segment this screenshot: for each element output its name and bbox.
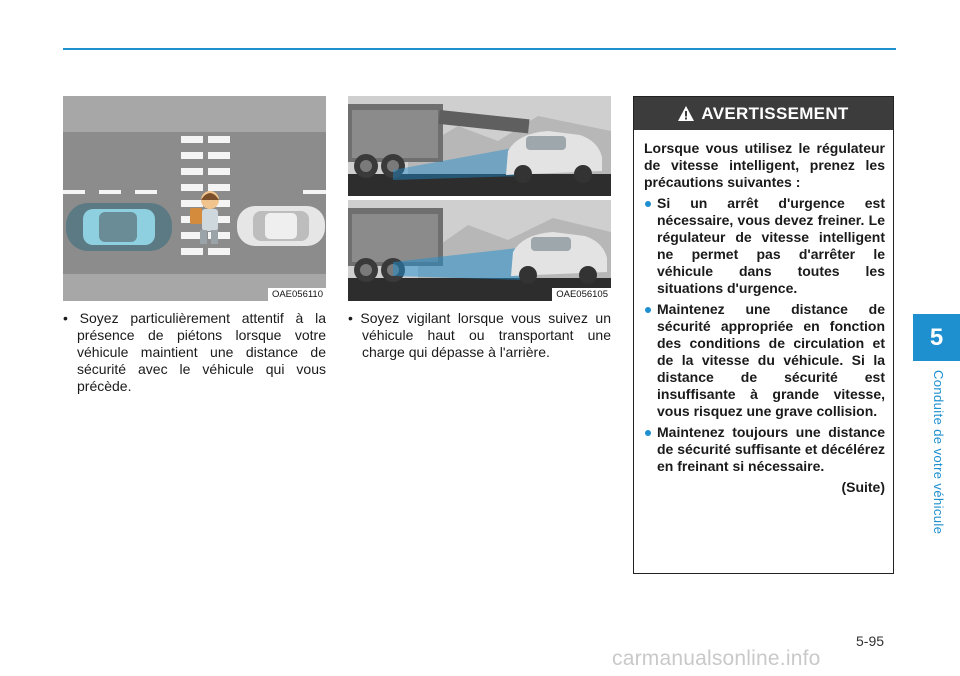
warning-triangle-icon xyxy=(678,106,694,121)
section-number: 5 xyxy=(929,323,944,351)
figure-truck-following xyxy=(348,96,611,301)
bullet-high-vehicle: • Soyez vigilant lorsque vous suivez un véhicule haut ou transportant une charge qui dépasse à l'arrière. xyxy=(348,310,611,360)
warning-header xyxy=(634,97,893,130)
pedestrian-crossing-illustration xyxy=(63,96,326,301)
figure-code: OAE056110 xyxy=(268,288,326,301)
page-number: 5-95 xyxy=(856,633,885,649)
warning-item: Maintenez une distance de sécurité appropriée en fonction des conditions de circulation et de la vitesse du véhicule. Si la distance de sécurité est insuffisante à grande vitesse, vous risquez une grave collision. xyxy=(644,301,885,420)
figure-code: OAE056105 xyxy=(552,288,611,301)
truck-following-illustration xyxy=(348,96,611,301)
warning-intro: Lorsque vous utilisez le régulateur de vitesse intelligent, prenez les précautions suivantes : xyxy=(644,140,885,190)
section-title: Conduite de votre véhicule xyxy=(931,370,946,535)
warning-item: Si un arrêt d'urgence est nécessaire, vous devez freiner. Le régulateur de vitesse intelligent ne permet pas d'arrêter le véhicule dans toutes les situations d'urgence. xyxy=(644,195,885,297)
top-rule xyxy=(63,48,896,50)
bullet-pedestrians: • Soyez particulièrement attentif à la présence de piétons lorsque votre véhicule maintient une distance de sécurité avec le véhicule qui vous précède. xyxy=(63,310,326,394)
section-number-tab xyxy=(913,314,960,361)
warning-item: Maintenez toujours une distance de sécurité suffisante et décélérez en freinant si nécessaire. xyxy=(644,424,885,475)
figure-pedestrian-crossing xyxy=(63,96,326,301)
watermark: carmanualsonline.info xyxy=(612,647,821,670)
warning-continued: (Suite) xyxy=(841,479,885,495)
warning-list xyxy=(644,195,885,475)
warning-title: AVERTISSEMENT xyxy=(701,103,849,123)
warning-box xyxy=(633,96,894,574)
